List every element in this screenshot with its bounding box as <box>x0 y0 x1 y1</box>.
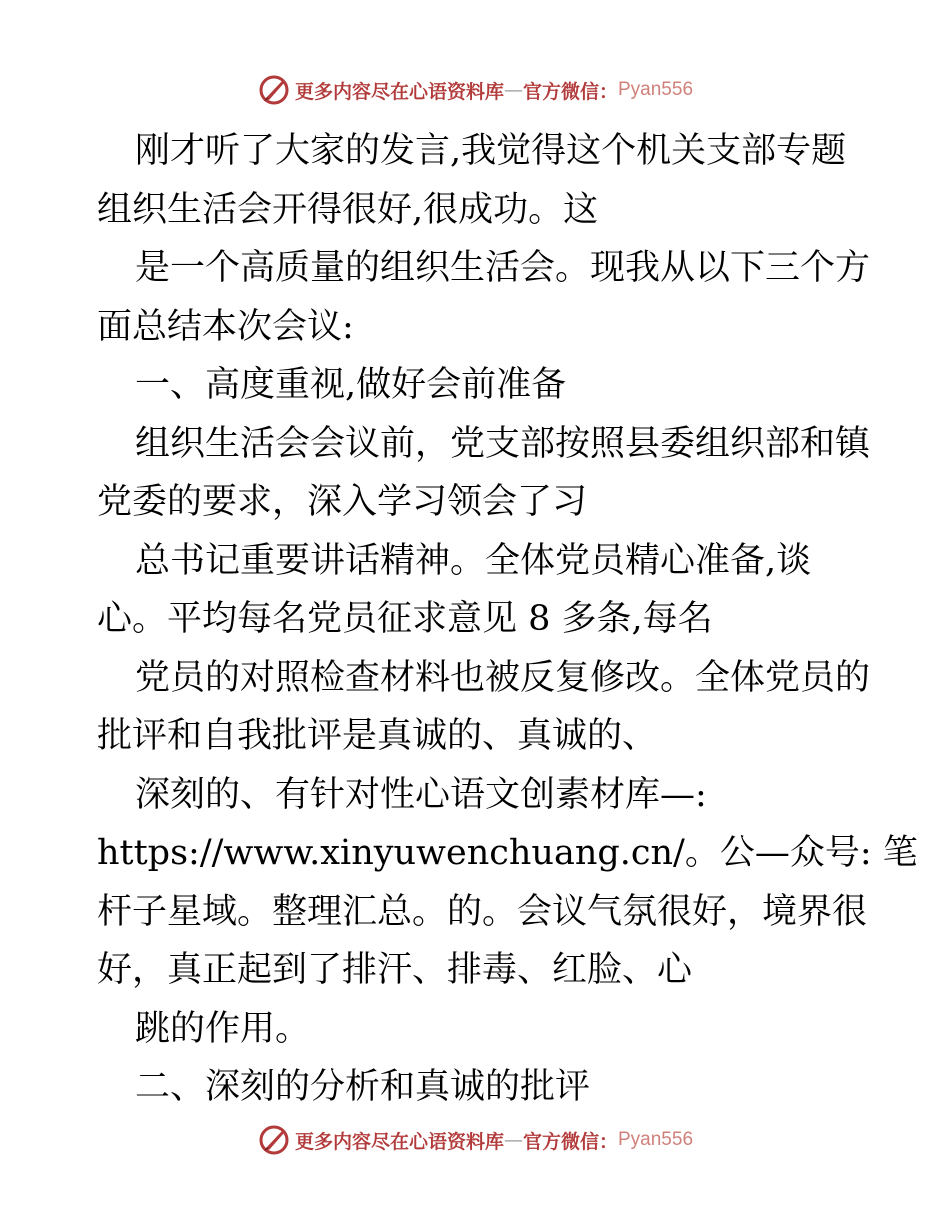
quill-circle-logo-icon <box>257 1123 291 1157</box>
text-line: 二、深刻的分析和真诚的批评 <box>135 1067 591 1107</box>
text-line: 总书记重要讲话精神。全体党员精心准备,谈 <box>135 540 812 581</box>
banner-separator: — <box>503 79 523 101</box>
text-line: 组织生活会会议前，党支部按照县委组织部和镇 <box>135 423 871 464</box>
document-body <box>97 122 918 1117</box>
text-line: 面总结本次会议: <box>97 306 354 347</box>
banner-site-text: 更多内容尽在心语资料库 <box>294 1130 504 1153</box>
text-line: 刚才听了大家的发言,我觉得这个机关支部专题 <box>135 131 847 171</box>
text-line: 跳的作用。 <box>135 1008 311 1049</box>
text-line: 组织生活会开得很好,很成功。这 <box>97 189 599 230</box>
banner-separator: — <box>503 1129 523 1151</box>
banner-site-text: 更多内容尽在心语资料库 <box>294 80 504 103</box>
text-line: 深刻的、有针对性心语文创素材库—: <box>135 774 707 815</box>
banner-handle: Pyan556 <box>618 79 694 100</box>
text-line: 心。平均每名党员征求意见 8 多条,每名 <box>97 599 713 639</box>
text-line: 是一个高质量的组织生活会。现我从以下三个方 <box>135 248 871 288</box>
text-line: 党员的对照检查材料也被反复修改。全体党员的 <box>135 657 871 698</box>
text-line: 党委的要求，深入学习领会了习 <box>97 482 588 522</box>
banner-handle: Pyan556 <box>618 1129 694 1150</box>
banner-wechat-label: 官方微信： <box>522 80 618 103</box>
text-line: https://www.xinyuwenchuang.cn/。公—众号: 笔 <box>97 833 918 873</box>
quill-circle-logo-icon <box>257 73 291 107</box>
text-line: 好，真正起到了排汗、排毒、红脸、心 <box>97 950 693 990</box>
text-line: 一、高度重视,做好会前准备 <box>135 365 567 405</box>
footer-banner <box>0 1120 950 1160</box>
header-banner <box>0 70 950 110</box>
text-line: 批评和自我批评是真诚的、真诚的、 <box>97 716 658 756</box>
text-line: 杆子星域。整理汇总。的。会议气氛很好，境界很 <box>97 891 868 932</box>
banner-wechat-label: 官方微信： <box>522 1130 618 1153</box>
